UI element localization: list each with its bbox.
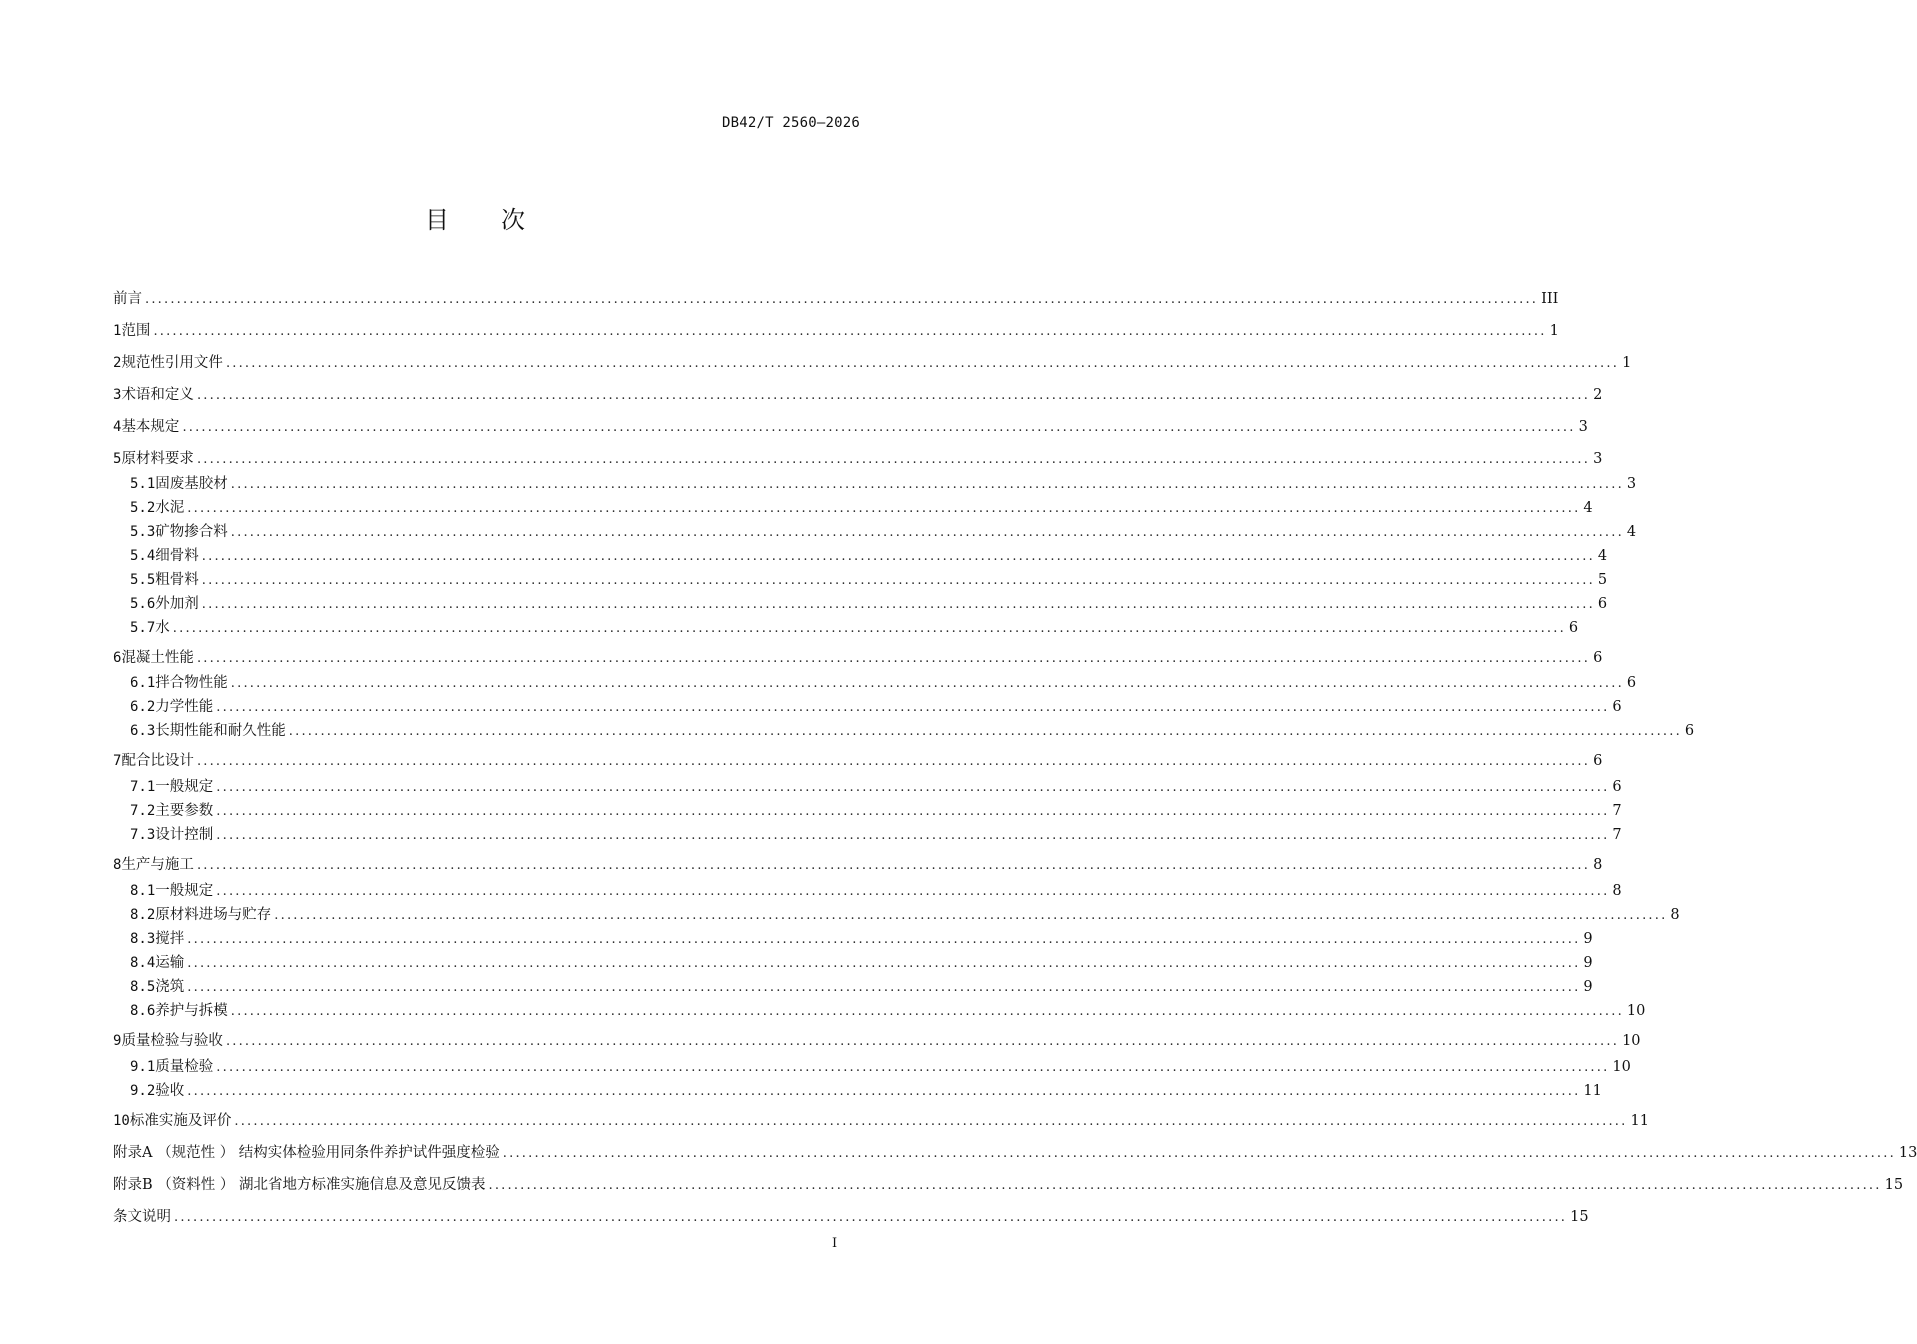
toc-entry-number: 8.2 <box>130 907 156 923</box>
toc-subentry[interactable] <box>130 976 1593 998</box>
toc-entry-page: 6 <box>1597 596 1608 612</box>
toc-dot-leader: ............................................................................................................................................................................................................................ <box>182 420 1576 435</box>
toc-entry-page: 8 <box>1593 857 1603 873</box>
toc-dot-leader: ............................................................................................................................................................................................................................ <box>201 573 1595 588</box>
toc-entry[interactable] <box>113 416 1588 438</box>
toc-entry-number: 10 <box>113 1113 130 1129</box>
toc-entry[interactable] <box>113 1142 1917 1164</box>
toc-entry-number: 6 <box>113 650 122 666</box>
toc-entry[interactable] <box>113 1110 1649 1132</box>
toc-dot-leader: ............................................................................................................................................................................................................................ <box>274 908 1668 923</box>
toc-dot-leader: ............................................................................................................................................................................................................................ <box>201 549 1595 564</box>
toc-entry-page: 13 <box>1898 1145 1917 1161</box>
toc-dot-leader: ............................................................................................................................................................................................................................ <box>145 292 1539 307</box>
title-char-1: 目 <box>425 206 449 234</box>
toc-entry-page: 11 <box>1583 1083 1602 1099</box>
toc-entry-label: 细骨料 <box>155 548 199 564</box>
toc-entry-number: 7.2 <box>130 803 156 819</box>
toc-dot-leader: ............................................................................................................................................................................................................................ <box>153 324 1547 339</box>
toc-subentry[interactable] <box>130 545 1608 567</box>
toc-entry-number: 7 <box>113 753 122 769</box>
toc-entry-page: 10 <box>1626 1003 1646 1019</box>
toc-entry-page: 3 <box>1593 451 1603 467</box>
toc-entry-label: 原材料要求 <box>121 451 194 467</box>
toc-entry-label: 规范性引用文件 <box>121 355 223 371</box>
toc-entry-label: 运输 <box>155 955 185 971</box>
toc-subentry[interactable] <box>130 928 1593 950</box>
toc-entry-label: 前言 <box>113 291 142 307</box>
toc-entry[interactable] <box>113 1030 1641 1052</box>
toc-entry[interactable] <box>113 1206 1589 1228</box>
toc-dot-leader: ............................................................................................................................................................................................................................ <box>187 501 1581 516</box>
toc-subentry[interactable] <box>130 617 1579 639</box>
toc-entry-number: 5.5 <box>130 572 156 588</box>
toc-dot-leader: ............................................................................................................................................................................................................................ <box>230 1004 1624 1019</box>
toc-entry-number: 4 <box>113 419 122 435</box>
toc-entry-label: 一般规定 <box>155 883 214 899</box>
toc-entry-number: 5.4 <box>130 548 156 564</box>
toc-entry-label: 附录B （资料性 ） 湖北省地方标准实施信息及意见反馈表 <box>113 1177 486 1193</box>
toc-entry-page: 10 <box>1622 1033 1641 1049</box>
toc-dot-leader: ............................................................................................................................................................................................................................ <box>216 884 1610 899</box>
toc-dot-leader: ............................................................................................................................................................................................................................ <box>187 1084 1581 1099</box>
toc-entry-label: 矿物掺合料 <box>155 524 228 540</box>
toc-subentry[interactable] <box>130 1080 1602 1102</box>
toc-entry-page: 3 <box>1578 419 1588 435</box>
toc-subentry[interactable] <box>130 672 1637 694</box>
toc-entry-page: 8 <box>1670 907 1680 923</box>
toc-dot-leader: ............................................................................................................................................................................................................................ <box>502 1146 1896 1161</box>
toc-dot-leader: ............................................................................................................................................................................................................................ <box>196 651 1591 666</box>
page-number: I <box>832 1236 838 1251</box>
toc-entry-number: 8.6 <box>130 1003 156 1019</box>
toc-dot-leader: ............................................................................................................................................................................................................................ <box>196 388 1591 403</box>
toc-entry-page: 5 <box>1597 572 1608 588</box>
toc-entry-label: 主要参数 <box>155 803 214 819</box>
toc-entry-number: 2 <box>113 355 122 371</box>
toc-entry-number: 5.7 <box>130 620 156 636</box>
toc-entry-label: 粗骨料 <box>155 572 199 588</box>
toc-entry-label: 基本规定 <box>121 419 180 435</box>
toc-entry-label: 浇筑 <box>155 979 185 995</box>
toc-dot-leader: ............................................................................................................................................................................................................................ <box>230 525 1624 540</box>
toc-entry-label: 附录A （规范性 ） 结构实体检验用同条件养护试件强度检验 <box>113 1145 500 1161</box>
toc-entry-page: 2 <box>1593 387 1603 403</box>
toc-dot-leader: ............................................................................................................................................................................................................................ <box>187 932 1581 947</box>
toc-dot-leader: ............................................................................................................................................................................................................................ <box>216 804 1610 819</box>
toc-entry-page: 6 <box>1568 620 1579 636</box>
toc-entry-number: 8.1 <box>130 883 156 899</box>
toc-entry-number: 5.2 <box>130 500 156 516</box>
toc-dot-leader: ............................................................................................................................................................................................................................ <box>216 828 1610 843</box>
toc-entry-number: 6.1 <box>130 675 156 691</box>
toc-subentry[interactable] <box>130 720 1695 742</box>
toc-entry-number: 7.3 <box>130 827 156 843</box>
toc-subentry[interactable] <box>130 904 1680 926</box>
toc-entry-page: III <box>1541 291 1559 307</box>
toc-dot-leader: ............................................................................................................................................................................................................................ <box>230 676 1624 691</box>
title-char-2: 次 <box>501 206 525 234</box>
toc-dot-leader: ............................................................................................................................................................................................................................ <box>216 780 1610 795</box>
toc-entry-label: 长期性能和耐久性能 <box>155 723 286 739</box>
toc-dot-leader: ............................................................................................................................................................................................................................ <box>196 452 1591 467</box>
toc-entry-number: 5.1 <box>130 476 156 492</box>
toc-dot-leader: ............................................................................................................................................................................................................................ <box>187 956 1581 971</box>
toc-dot-leader: ............................................................................................................................................................................................................................ <box>488 1178 1882 1193</box>
toc-entry-label: 配合比设计 <box>121 753 194 769</box>
toc-entry[interactable] <box>113 647 1603 669</box>
toc-entry[interactable] <box>113 854 1603 876</box>
toc-entry-page: 6 <box>1626 675 1637 691</box>
toc-entry-label: 术语和定义 <box>121 387 194 403</box>
toc-entry-page: 9 <box>1583 979 1593 995</box>
toc-entry-label: 质量检验与验收 <box>121 1033 223 1049</box>
toc-dot-leader: ............................................................................................................................................................................................................................ <box>201 597 1595 612</box>
toc-entry-number: 8 <box>113 857 122 873</box>
toc-entry[interactable] <box>113 288 1559 310</box>
toc-dot-leader: ............................................................................................................................................................................................................................ <box>172 621 1566 636</box>
toc-subentry[interactable] <box>130 1000 1646 1022</box>
toc-entry-number: 5 <box>113 451 122 467</box>
toc-subentry[interactable] <box>130 880 1622 902</box>
toc-entry-label: 拌合物性能 <box>155 675 228 691</box>
toc-entry[interactable] <box>113 352 1632 374</box>
toc-entry-page: 4 <box>1597 548 1608 564</box>
toc-entry-page: 4 <box>1626 524 1637 540</box>
toc-entry[interactable] <box>113 448 1603 470</box>
toc-entry-page: 6 <box>1612 779 1622 795</box>
toc-dot-leader: ............................................................................................................................................................................................................................ <box>234 1114 1628 1129</box>
toc-entry-page: 6 <box>1593 650 1603 666</box>
toc-entry-page: 15 <box>1884 1177 1904 1193</box>
toc-subentry[interactable] <box>130 824 1622 846</box>
toc-entry-number: 9 <box>113 1033 122 1049</box>
toc-entry-page: 8 <box>1612 883 1622 899</box>
toc-subentry[interactable] <box>130 497 1593 519</box>
toc-subentry[interactable] <box>130 1056 1631 1078</box>
toc-entry-label: 标准实施及评价 <box>129 1113 232 1129</box>
toc-entry-page: 4 <box>1583 500 1593 516</box>
toc-dot-leader: ............................................................................................................................................................................................................................ <box>288 724 1682 739</box>
toc-entry-page: 6 <box>1612 699 1622 715</box>
toc-entry-label: 生产与施工 <box>121 857 194 873</box>
toc-entry-page: 1 <box>1622 355 1632 371</box>
toc-entry-number: 9.2 <box>130 1083 156 1099</box>
toc-entry-label: 水 <box>155 620 170 636</box>
toc-entry-page: 11 <box>1630 1113 1649 1129</box>
toc-entry-page: 9 <box>1583 931 1593 947</box>
toc-entry-number: 1 <box>113 323 122 339</box>
toc-entry-label: 固废基胶材 <box>155 476 228 492</box>
toc-dot-leader: ............................................................................................................................................................................................................................ <box>225 1034 1620 1049</box>
toc-entry-label: 范围 <box>121 323 151 339</box>
toc-entry[interactable] <box>113 320 1559 342</box>
toc-entry[interactable] <box>113 750 1603 772</box>
toc-entry-page: 3 <box>1626 476 1637 492</box>
toc-entry-page: 7 <box>1612 827 1622 843</box>
toc-subentry[interactable] <box>130 593 1608 615</box>
toc-subentry[interactable] <box>130 952 1593 974</box>
toc-entry-number: 5.3 <box>130 524 156 540</box>
toc-entry-label: 水泥 <box>155 500 185 516</box>
toc-subentry[interactable] <box>130 776 1622 798</box>
toc-entry-label: 原材料进场与贮存 <box>155 907 272 923</box>
toc-entry-page: 10 <box>1612 1059 1631 1075</box>
toc-entry-number: 9.1 <box>130 1059 156 1075</box>
document-code: DB42/T 2560—2026 <box>721 115 860 131</box>
toc-entry-page: 7 <box>1612 803 1622 819</box>
toc-entry-page: 6 <box>1684 723 1695 739</box>
toc-dot-leader: ............................................................................................................................................................................................................................ <box>187 980 1581 995</box>
toc-subentry[interactable] <box>130 696 1622 718</box>
toc-entry-label: 一般规定 <box>155 779 214 795</box>
toc-dot-leader: ............................................................................................................................................................................................................................ <box>225 356 1620 371</box>
toc-entry-number: 3 <box>113 387 122 403</box>
toc-entry-number: 6.3 <box>130 723 156 739</box>
toc-entry-label: 养护与拆模 <box>155 1003 228 1019</box>
toc-entry-number: 8.3 <box>130 931 156 947</box>
toc-subentry[interactable] <box>130 800 1622 822</box>
toc-subentry[interactable] <box>130 521 1637 543</box>
toc-dot-leader: ............................................................................................................................................................................................................................ <box>174 1210 1568 1225</box>
toc-entry-label: 搅拌 <box>155 931 185 947</box>
toc-subentry[interactable] <box>130 569 1608 591</box>
toc-entry-number: 5.6 <box>130 596 156 612</box>
toc-entry-label: 外加剂 <box>155 596 199 612</box>
toc-entry-number: 8.5 <box>130 979 156 995</box>
toc-entry-number: 7.1 <box>130 779 156 795</box>
toc-dot-leader: ............................................................................................................................................................................................................................ <box>196 858 1591 873</box>
toc-entry-page: 6 <box>1593 753 1603 769</box>
toc-subentry[interactable] <box>130 473 1637 495</box>
toc-entry-page: 9 <box>1583 955 1593 971</box>
toc-dot-leader: ............................................................................................................................................................................................................................ <box>230 477 1624 492</box>
toc-entry-number: 6.2 <box>130 699 156 715</box>
toc-entry-label: 力学性能 <box>155 699 214 715</box>
toc-dot-leader: ............................................................................................................................................................................................................................ <box>196 754 1591 769</box>
toc-entry-label: 设计控制 <box>155 827 214 843</box>
toc-entry-label: 验收 <box>155 1083 185 1099</box>
toc-entry-number: 8.4 <box>130 955 156 971</box>
toc-entry-label: 质量检验 <box>155 1059 214 1075</box>
toc-dot-leader: ............................................................................................................................................................................................................................ <box>216 700 1610 715</box>
toc-entry[interactable] <box>113 384 1603 406</box>
toc-dot-leader: ............................................................................................................................................................................................................................ <box>216 1060 1610 1075</box>
toc-entry-page: 1 <box>1549 323 1559 339</box>
toc-entry-page: 15 <box>1570 1209 1589 1225</box>
toc-entry-label: 条文说明 <box>113 1209 171 1225</box>
toc-entry[interactable] <box>113 1174 1904 1196</box>
toc-entry-label: 混凝土性能 <box>121 650 194 666</box>
